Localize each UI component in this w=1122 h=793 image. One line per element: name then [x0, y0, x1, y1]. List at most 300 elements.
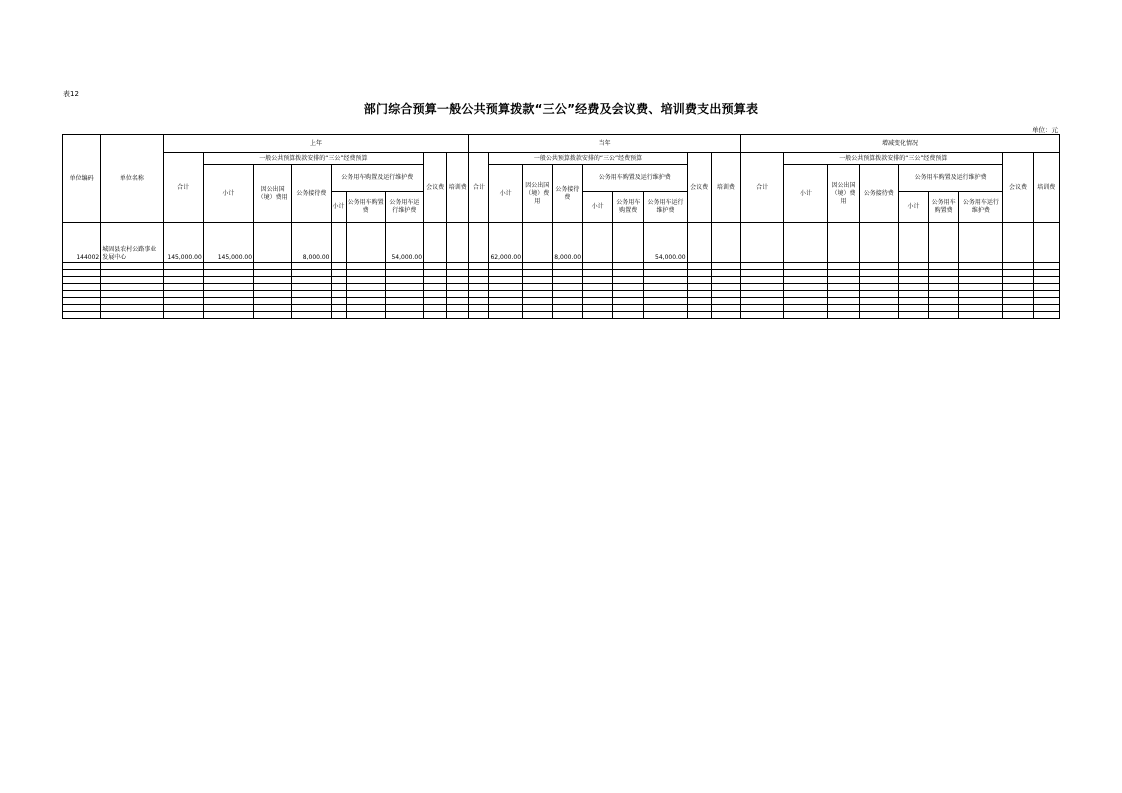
change-abroad-cell [828, 223, 859, 263]
empty-cell [346, 298, 385, 305]
empty-cell [613, 298, 644, 305]
table-body [63, 223, 1060, 319]
empty-cell [552, 270, 582, 277]
header-prev-reception: 公务接待费 [292, 165, 331, 223]
empty-cell [929, 263, 959, 270]
empty-cell [163, 263, 203, 270]
empty-cell [385, 312, 423, 319]
empty-cell [1003, 312, 1033, 319]
empty-cell [101, 277, 163, 284]
empty-cell [784, 270, 828, 277]
document-title: 部门综合预算一般公共预算拨款“三公”经费及会议费、培训费支出预算表 [363, 102, 759, 116]
empty-cell [63, 270, 101, 277]
change-vehicle-subtotal-cell [898, 223, 928, 263]
empty-cell [859, 305, 898, 312]
header-prev-vehicle-subtotal: 小计 [331, 192, 346, 223]
empty-cell [489, 284, 522, 291]
empty-cell [447, 284, 469, 291]
empty-cell [552, 277, 582, 284]
empty-cell [203, 305, 253, 312]
header-change-vehicle-subtotal: 小计 [898, 192, 928, 223]
empty-cell [447, 312, 469, 319]
header-prev-vehicle: 公务用车购置及运行维护费 [331, 165, 424, 192]
empty-cell [101, 312, 163, 319]
empty-cell [63, 277, 101, 284]
header-unit-name: 单位名称 [101, 135, 163, 223]
table-number: 表12 [63, 90, 79, 98]
prev-training-cell [447, 223, 469, 263]
header-change-total: 合计 [740, 153, 783, 223]
header-curr-vehicle: 公务用车购置及运行维护费 [583, 165, 688, 192]
table-row [63, 298, 1060, 305]
empty-cell [489, 291, 522, 298]
empty-cell [1003, 291, 1033, 298]
prev-reception-cell: 8,000.00 [292, 223, 331, 263]
empty-cell [583, 277, 613, 284]
empty-cell [292, 305, 331, 312]
header-unit-code: 单位编码 [63, 135, 101, 223]
empty-cell [424, 312, 447, 319]
empty-cell [929, 291, 959, 298]
empty-cell [583, 305, 613, 312]
empty-cell [644, 305, 687, 312]
empty-cell [828, 284, 859, 291]
empty-cell [687, 263, 711, 270]
header-curr-subtotal: 小计 [489, 165, 522, 223]
empty-cell [101, 305, 163, 312]
curr-vehicle-purchase-cell [613, 223, 644, 263]
empty-cell [1003, 263, 1033, 270]
empty-cell [331, 298, 346, 305]
empty-cell [613, 270, 644, 277]
empty-cell [385, 263, 423, 270]
empty-cell [898, 291, 928, 298]
empty-cell [711, 305, 740, 312]
header-prev-vehicle-purchase: 公务用车购置费 [346, 192, 385, 223]
empty-cell [613, 284, 644, 291]
header-curr-three-public: 一般公共预算拨款安排的“三公”经费预算 [489, 153, 687, 165]
curr-vehicle-maintenance-cell: 54,000.00 [644, 223, 687, 263]
header-change-reception: 公务接待费 [859, 165, 898, 223]
empty-cell [828, 291, 859, 298]
empty-cell [489, 305, 522, 312]
change-vehicle-maintenance-cell [959, 223, 1003, 263]
empty-cell [898, 305, 928, 312]
empty-cell [859, 270, 898, 277]
empty-cell [469, 291, 489, 298]
empty-cell [740, 291, 783, 298]
empty-cell [859, 312, 898, 319]
empty-cell [959, 277, 1003, 284]
header-curr-training: 培训费 [711, 153, 740, 223]
header-change-three-public: 一般公共预算拨款安排的“三公”经费预算 [784, 153, 1003, 165]
header-prev-meeting: 会议费 [424, 153, 447, 223]
table-row [63, 305, 1060, 312]
header-change-training: 培训费 [1033, 153, 1059, 223]
header-prev-three-public: 一般公共预算拨款安排的“三公”经费预算 [203, 153, 423, 165]
empty-cell [959, 298, 1003, 305]
empty-cell [583, 312, 613, 319]
empty-cell [740, 312, 783, 319]
empty-cell [447, 277, 469, 284]
empty-cell [828, 270, 859, 277]
empty-cell [828, 298, 859, 305]
empty-cell [828, 312, 859, 319]
empty-cell [552, 291, 582, 298]
header-curr-vehicle-subtotal: 小计 [583, 192, 613, 223]
empty-cell [163, 270, 203, 277]
empty-cell [740, 298, 783, 305]
header-curr-meeting: 会议费 [687, 153, 711, 223]
header-change-vehicle-maintenance: 公务用车运行维护费 [959, 192, 1003, 223]
empty-cell [828, 277, 859, 284]
curr-abroad-cell [522, 223, 552, 263]
empty-cell [1033, 270, 1059, 277]
empty-cell [1003, 284, 1033, 291]
empty-cell [859, 263, 898, 270]
empty-cell [469, 312, 489, 319]
empty-cell [898, 263, 928, 270]
empty-cell [1003, 270, 1033, 277]
empty-cell [163, 312, 203, 319]
header-curr-vehicle-maintenance: 公务用车运行维护费 [644, 192, 687, 223]
empty-cell [644, 291, 687, 298]
empty-cell [331, 291, 346, 298]
empty-cell [522, 263, 552, 270]
empty-cell [687, 277, 711, 284]
empty-cell [929, 284, 959, 291]
empty-cell [1003, 277, 1033, 284]
empty-cell [163, 291, 203, 298]
table-row [63, 270, 1060, 277]
empty-cell [740, 305, 783, 312]
prev-total-cell: 145,000.00 [163, 223, 203, 263]
empty-cell [583, 298, 613, 305]
budget-table [62, 134, 1060, 319]
empty-cell [583, 270, 613, 277]
empty-cell [740, 263, 783, 270]
empty-cell [613, 305, 644, 312]
empty-cell [469, 305, 489, 312]
empty-cell [424, 270, 447, 277]
empty-cell [898, 312, 928, 319]
empty-cell [644, 270, 687, 277]
empty-cell [583, 291, 613, 298]
empty-cell [711, 284, 740, 291]
unit-name-cell: 城固县农村公路事业发展中心 [101, 223, 163, 263]
empty-cell [489, 270, 522, 277]
empty-cell [292, 277, 331, 284]
empty-cell [489, 277, 522, 284]
empty-cell [447, 270, 469, 277]
curr-reception-cell: 8,000.00 [552, 223, 582, 263]
empty-cell [859, 284, 898, 291]
empty-cell [522, 284, 552, 291]
curr-vehicle-subtotal-cell [583, 223, 613, 263]
empty-cell [424, 277, 447, 284]
change-subtotal-cell [784, 223, 828, 263]
empty-cell [929, 298, 959, 305]
empty-cell [959, 305, 1003, 312]
empty-cell [447, 291, 469, 298]
header-curr-year: 当年 [469, 135, 741, 153]
table-row [63, 277, 1060, 284]
prev-subtotal-cell: 145,000.00 [203, 223, 253, 263]
empty-cell [959, 284, 1003, 291]
empty-cell [1033, 277, 1059, 284]
empty-cell [898, 270, 928, 277]
header-curr-total: 合计 [469, 153, 489, 223]
empty-cell [489, 298, 522, 305]
empty-cell [254, 284, 292, 291]
curr-total-cell [469, 223, 489, 263]
empty-cell [613, 291, 644, 298]
empty-cell [203, 291, 253, 298]
empty-cell [254, 263, 292, 270]
empty-cell [331, 270, 346, 277]
empty-cell [1033, 298, 1059, 305]
empty-cell [522, 298, 552, 305]
empty-cell [63, 291, 101, 298]
empty-cell [522, 291, 552, 298]
empty-cell [292, 284, 331, 291]
empty-cell [784, 312, 828, 319]
header-change: 增减变化情况 [740, 135, 1059, 153]
header-curr-reception: 公务接待费 [552, 165, 582, 223]
empty-cell [203, 284, 253, 291]
header-prev-vehicle-maintenance: 公务用车运行维护费 [385, 192, 423, 223]
empty-cell [63, 263, 101, 270]
empty-cell [346, 277, 385, 284]
curr-training-cell [711, 223, 740, 263]
empty-cell [331, 305, 346, 312]
empty-cell [101, 270, 163, 277]
empty-cell [101, 284, 163, 291]
empty-cell [552, 312, 582, 319]
empty-cell [740, 284, 783, 291]
empty-cell [687, 305, 711, 312]
empty-cell [711, 291, 740, 298]
empty-cell [346, 270, 385, 277]
empty-cell [522, 305, 552, 312]
header-curr-vehicle-purchase: 公务用车购置费 [613, 192, 644, 223]
empty-cell [424, 291, 447, 298]
empty-cell [552, 284, 582, 291]
header-prev-abroad: 因公出国（境）费用 [254, 165, 292, 223]
header-curr-abroad: 因公出国（境）费用 [522, 165, 552, 223]
empty-cell [469, 284, 489, 291]
empty-cell [203, 277, 253, 284]
empty-cell [489, 263, 522, 270]
empty-cell [254, 298, 292, 305]
table-row [63, 263, 1060, 270]
empty-cell [424, 284, 447, 291]
empty-cell [203, 270, 253, 277]
table-row [63, 223, 1060, 263]
empty-cell [447, 298, 469, 305]
empty-cell [959, 263, 1003, 270]
header-prev-subtotal: 小计 [203, 165, 253, 223]
empty-cell [552, 305, 582, 312]
empty-cell [613, 263, 644, 270]
empty-cell [101, 263, 163, 270]
header-change-vehicle: 公务用车购置及运行维护费 [898, 165, 1003, 192]
empty-cell [959, 270, 1003, 277]
empty-cell [784, 291, 828, 298]
empty-cell [1003, 305, 1033, 312]
empty-cell [254, 291, 292, 298]
empty-cell [331, 284, 346, 291]
empty-cell [331, 312, 346, 319]
empty-cell [63, 298, 101, 305]
empty-cell [292, 291, 331, 298]
prev-meeting-cell [424, 223, 447, 263]
empty-cell [711, 277, 740, 284]
empty-cell [711, 298, 740, 305]
prev-vehicle-purchase-cell [346, 223, 385, 263]
empty-cell [292, 270, 331, 277]
unit-label: 单位：元 [1032, 126, 1058, 134]
empty-cell [522, 312, 552, 319]
empty-cell [687, 270, 711, 277]
empty-cell [254, 305, 292, 312]
empty-cell [784, 277, 828, 284]
empty-cell [163, 284, 203, 291]
empty-cell [385, 284, 423, 291]
empty-cell [644, 277, 687, 284]
header-change-abroad: 因公出国（境）费用 [828, 165, 859, 223]
empty-cell [687, 284, 711, 291]
empty-cell [163, 277, 203, 284]
header-change-subtotal: 小计 [784, 165, 828, 223]
empty-cell [711, 270, 740, 277]
empty-cell [929, 270, 959, 277]
empty-cell [644, 263, 687, 270]
empty-cell [424, 263, 447, 270]
empty-cell [1033, 305, 1059, 312]
table-row [63, 284, 1060, 291]
empty-cell [203, 298, 253, 305]
table-row [63, 312, 1060, 319]
empty-cell [254, 312, 292, 319]
curr-subtotal-cell: 62,000.00 [489, 223, 522, 263]
header-change-vehicle-purchase: 公务用车购置费 [929, 192, 959, 223]
empty-cell [583, 284, 613, 291]
unit-code-cell: 144002 [63, 223, 101, 263]
prev-vehicle-subtotal-cell [331, 223, 346, 263]
empty-cell [784, 305, 828, 312]
empty-cell [1033, 312, 1059, 319]
empty-cell [552, 298, 582, 305]
empty-cell [613, 312, 644, 319]
empty-cell [929, 312, 959, 319]
empty-cell [740, 270, 783, 277]
empty-cell [385, 305, 423, 312]
empty-cell [469, 263, 489, 270]
empty-cell [63, 312, 101, 319]
change-vehicle-purchase-cell [929, 223, 959, 263]
empty-cell [711, 312, 740, 319]
empty-cell [254, 277, 292, 284]
empty-cell [898, 298, 928, 305]
empty-cell [346, 312, 385, 319]
empty-cell [385, 277, 423, 284]
header-change-meeting: 会议费 [1003, 153, 1033, 223]
empty-cell [292, 298, 331, 305]
header-prev-year: 上年 [163, 135, 469, 153]
empty-cell [859, 298, 898, 305]
change-meeting-cell [1003, 223, 1033, 263]
empty-cell [687, 312, 711, 319]
empty-cell [63, 305, 101, 312]
empty-cell [489, 312, 522, 319]
empty-cell [385, 298, 423, 305]
empty-cell [522, 277, 552, 284]
empty-cell [469, 277, 489, 284]
empty-cell [346, 263, 385, 270]
empty-cell [346, 284, 385, 291]
empty-cell [292, 263, 331, 270]
prev-vehicle-maintenance-cell: 54,000.00 [385, 223, 423, 263]
empty-cell [292, 312, 331, 319]
empty-cell [828, 305, 859, 312]
empty-cell [929, 305, 959, 312]
empty-cell [711, 263, 740, 270]
table-row [63, 291, 1060, 298]
empty-cell [1033, 263, 1059, 270]
header-prev-training: 培训费 [447, 153, 469, 223]
empty-cell [101, 291, 163, 298]
empty-cell [552, 263, 582, 270]
empty-cell [203, 312, 253, 319]
empty-cell [644, 284, 687, 291]
empty-cell [784, 298, 828, 305]
empty-cell [828, 263, 859, 270]
empty-cell [687, 291, 711, 298]
empty-cell [203, 263, 253, 270]
empty-cell [859, 291, 898, 298]
empty-cell [687, 298, 711, 305]
empty-cell [784, 284, 828, 291]
empty-cell [163, 305, 203, 312]
empty-cell [331, 263, 346, 270]
empty-cell [469, 270, 489, 277]
empty-cell [101, 298, 163, 305]
empty-cell [163, 298, 203, 305]
empty-cell [898, 284, 928, 291]
empty-cell [959, 312, 1003, 319]
change-total-cell [740, 223, 783, 263]
empty-cell [1033, 291, 1059, 298]
empty-cell [447, 305, 469, 312]
empty-cell [254, 270, 292, 277]
empty-cell [424, 298, 447, 305]
empty-cell [959, 291, 1003, 298]
prev-abroad-cell [254, 223, 292, 263]
empty-cell [63, 284, 101, 291]
empty-cell [346, 291, 385, 298]
empty-cell [331, 277, 346, 284]
empty-cell [1003, 298, 1033, 305]
empty-cell [385, 270, 423, 277]
empty-cell [613, 277, 644, 284]
change-reception-cell [859, 223, 898, 263]
change-training-cell [1033, 223, 1059, 263]
empty-cell [469, 298, 489, 305]
curr-meeting-cell [687, 223, 711, 263]
empty-cell [898, 277, 928, 284]
empty-cell [424, 305, 447, 312]
